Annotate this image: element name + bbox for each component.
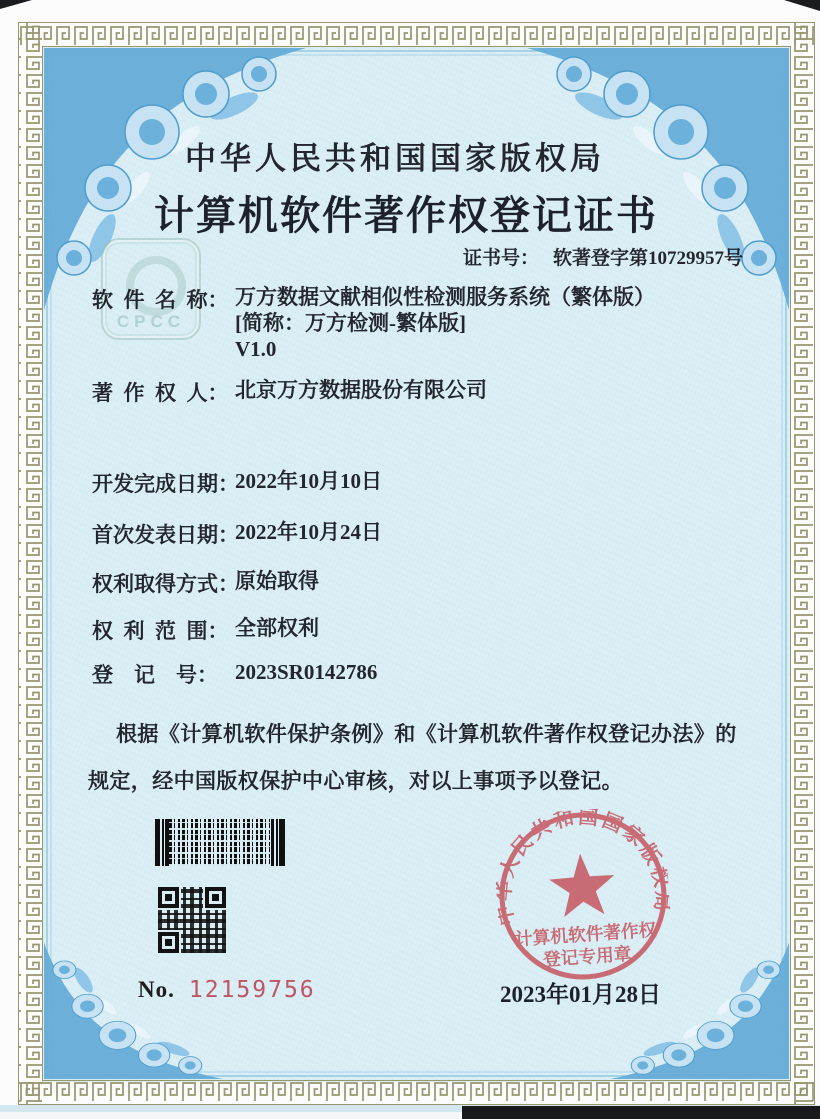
barcode xyxy=(155,819,285,866)
field-value: 北京万方数据股份有限公司 xyxy=(235,378,487,402)
embossed-seal-text: CPCC xyxy=(116,312,186,331)
field-value xyxy=(235,284,655,362)
field-value: 2022年10月10日 xyxy=(235,469,382,493)
certificate-number-value: 软著登字第10729957号 xyxy=(552,248,743,269)
photo-edge-white xyxy=(0,1112,470,1119)
field-label: 登 记 号： xyxy=(92,663,218,687)
field-label: 权 利 范 围： xyxy=(92,619,229,643)
certificate-number-label: 证书号： xyxy=(462,248,539,269)
qr-finder-top-right xyxy=(205,887,226,908)
field-registration-number xyxy=(92,659,377,689)
field-label: 著 作 权 人： xyxy=(92,381,229,405)
field-rights-scope xyxy=(92,615,319,645)
seal-star-icon xyxy=(547,851,617,918)
issuing-authority-title: 中华人民共和国国家版权局 xyxy=(185,141,605,176)
registration-seal xyxy=(491,804,675,988)
field-copyright-owner xyxy=(92,377,487,407)
serial-number-label: No. xyxy=(138,977,175,1002)
serial-number-value: 12159756 xyxy=(188,977,316,1003)
field-label: 开发完成日期： xyxy=(92,472,239,496)
field-value: 全部权利 xyxy=(235,616,319,640)
photo-edge-shadow xyxy=(462,1106,820,1119)
qr-finder-top-left xyxy=(158,887,179,908)
barcode-start-guard xyxy=(155,819,169,866)
field-label: 首次发表日期： xyxy=(92,523,239,547)
field-value: 2023SR0142786 xyxy=(235,660,378,684)
software-name-line1: 万方数据文献相似性检测服务系统（繁体版） xyxy=(235,285,655,309)
seal-text-line2: 登记专用章 xyxy=(542,943,633,970)
registration-statement: 根据《计算机软件保护条例》和《计算机软件著作权登记办法》的规定，经中国版权保护中心审核，对以上事项予以登记。 xyxy=(88,722,737,793)
field-development-completed-date xyxy=(92,468,382,498)
issue-date: 2023年01月28日 xyxy=(500,982,661,1007)
field-rights-acquisition-method xyxy=(92,568,319,598)
field-software-name xyxy=(92,284,655,362)
qr-finder-bottom-left xyxy=(158,932,179,953)
certificate-title: 计算机软件著作权登记证书 xyxy=(154,193,658,238)
serial-number-line xyxy=(138,977,316,1003)
seal-text-line1: 计算机软件著作权 xyxy=(514,919,657,950)
field-label: 软 件 名 称： xyxy=(92,288,229,312)
qr-code xyxy=(157,886,227,954)
field-first-publication-date xyxy=(92,519,382,549)
field-value: 原始取得 xyxy=(235,569,319,593)
field-label: 权利取得方式： xyxy=(92,572,239,596)
barcode-data-area xyxy=(169,819,270,866)
software-version: V1.0 xyxy=(235,337,277,361)
software-name-line2: [简称：万方检测-繁体版] xyxy=(235,311,466,335)
certificate-number-line xyxy=(463,243,743,270)
field-value: 2022年10月24日 xyxy=(235,520,382,544)
seal-ring-text: 中华人民共和国国家版权局 xyxy=(492,806,674,928)
barcode-stop-guard xyxy=(270,819,285,866)
